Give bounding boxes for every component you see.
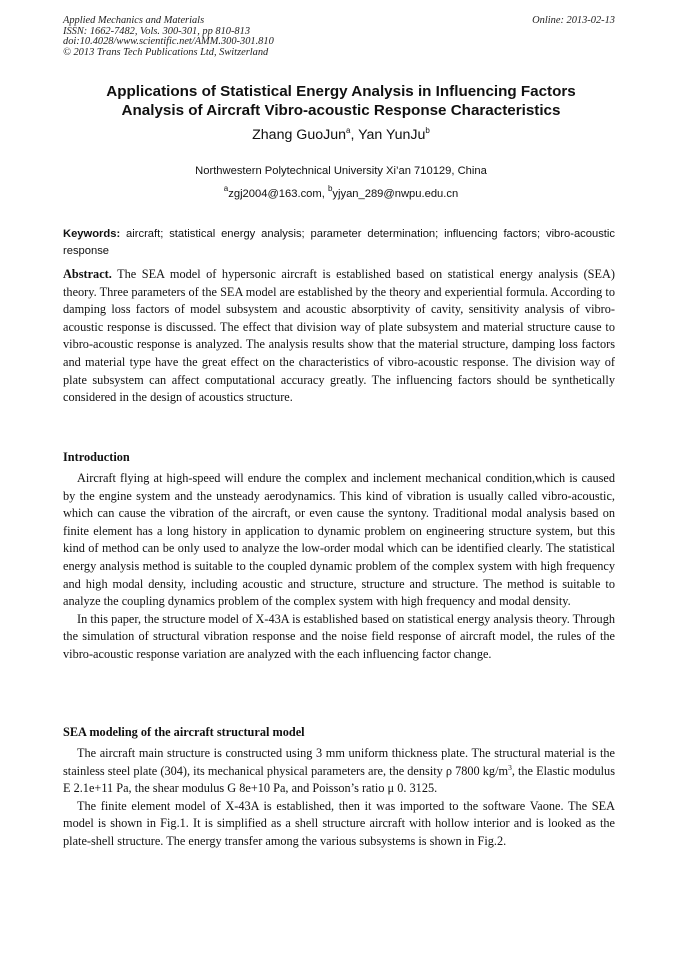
paragraph: In this paper, the structure model of X-43A is established based on statistical energy analysis theory. Through the simulation of structural vibration response and the noise field response of aircraft model, the rules of the vibro-acoustic response variation are analyzed with the each influencing factor change. [63, 611, 615, 661]
email-mark: b [327, 184, 333, 193]
keywords [63, 226, 615, 260]
title-line-2: Analysis of Aircraft Vibro-acoustic Response Characteristics [121, 102, 561, 119]
affiliation: Northwestern Polytechnical University Xi’an 710129, China [195, 165, 487, 177]
section-heading-introduction: Introduction [63, 450, 130, 464]
abstract [63, 266, 615, 407]
email-separator: , [321, 188, 328, 200]
author-affil-mark: b [425, 126, 430, 135]
paragraph: Aircraft flying at high-speed will endure the complex and inclement mechanical condition,which is caused by the engine system and the unsteady aerodynamics. This kind of vibration is usually called vibro-acoustic, which can cause the vibration of the aircraft, or even cause the syntony. Traditional modal analysis based on finite element has a long history in application to dynamic problem on engineering structure system, but this kind of method can be only used to analyze the low-order modal which can be identified clearly. The statistical energy analysis method is suitable to the coupled dynamic problem of the complex system with high frequency and high modal density, including acoustic and structure, structure and structure. The method is suitable to analyze the coupling dynamics problem of the complex system with high frequency and modal density. [63, 471, 615, 609]
paragraph-text: , the Elastic modulus E 2.1e+11 Pa, the shear modulus G 8e+10 Pa, and Poisson’s ratio μ 0. 3125. [63, 763, 615, 796]
abstract-label: Abstract. [63, 267, 112, 281]
author-affil-mark: a [346, 126, 351, 135]
doi-line: doi:10.4028/www.scientific.net/AMM.300-301.810 [63, 36, 274, 48]
author-list [60, 126, 622, 144]
journal-header [63, 16, 383, 58]
abstract-text: The SEA model of hypersonic aircraft is established based on statistical energy analysis (SEA) theory. Three parameters of the SEA model are established by the theory and experiential formula. According to damping loss factors of model subsystem and acoustic absorptivity of cavity, sensitivity analysis of vibro-acoustic response is discussed. The effect that division way of plate subsystem and material structure cause to vibro-acoustic response is analyzed. The analysis results show that the material structure, damping loss factors and material type have the great effect on the characteristics of vibro-acoustic response. The division way of plate subsystem can affect computational accuracy greatly. The influencing factors should be synthetically considered in the design of acoustics structure. [63, 267, 615, 405]
issn-line: ISSN: 1662-7482, Vols. 300-301, pp 810-813 [63, 25, 251, 37]
superscript: 3 [508, 762, 512, 772]
email-mark: a [223, 184, 229, 193]
sea-modeling-body [63, 745, 615, 851]
introduction-body [63, 470, 615, 664]
email-link[interactable]: zgj2004@163.com [228, 188, 322, 200]
email-link[interactable]: yjyan_289@nwpu.edu.cn [332, 188, 459, 200]
journal-name: Applied Mechanics and Materials [63, 15, 205, 26]
paragraph [63, 745, 615, 798]
paper-title [60, 82, 622, 120]
title-line-1: Applications of Statistical Energy Analysis in Influencing Factors [106, 83, 576, 100]
keywords-label: Keywords: [63, 228, 121, 240]
keywords-text: aircraft; statistical energy analysis; parameter determination; influencing factors; vibro-acoustic response [63, 228, 615, 258]
email-list [60, 184, 622, 201]
copyright-line: © 2013 Trans Tech Publications Ltd, Switzerland [63, 46, 269, 58]
author-separator: , [350, 127, 359, 143]
online-date: Online: 2013-02-13 [532, 15, 615, 26]
paragraph: The finite element model of X-43A is established, then it was imported to the software Vaone. The SEA model is shown in Fig.1. It is simplified as a shell structure aircraft with hollow interior and is looked as the plate-shell structure. The energy transfer among the various subsystems is shown in Fig.2. [63, 798, 615, 848]
section-heading-sea-modeling: SEA modeling of the aircraft structural model [63, 725, 305, 739]
author-name: Zhang GuoJun [252, 127, 346, 143]
paragraph-text: The aircraft main structure is constructed using 3 mm uniform thickness plate. The structural material is the stainless steel plate (304), its mechanical physical parameters are, the density ρ 7800 kg/m [63, 746, 615, 778]
author-name: Yan YunJu [358, 127, 426, 143]
